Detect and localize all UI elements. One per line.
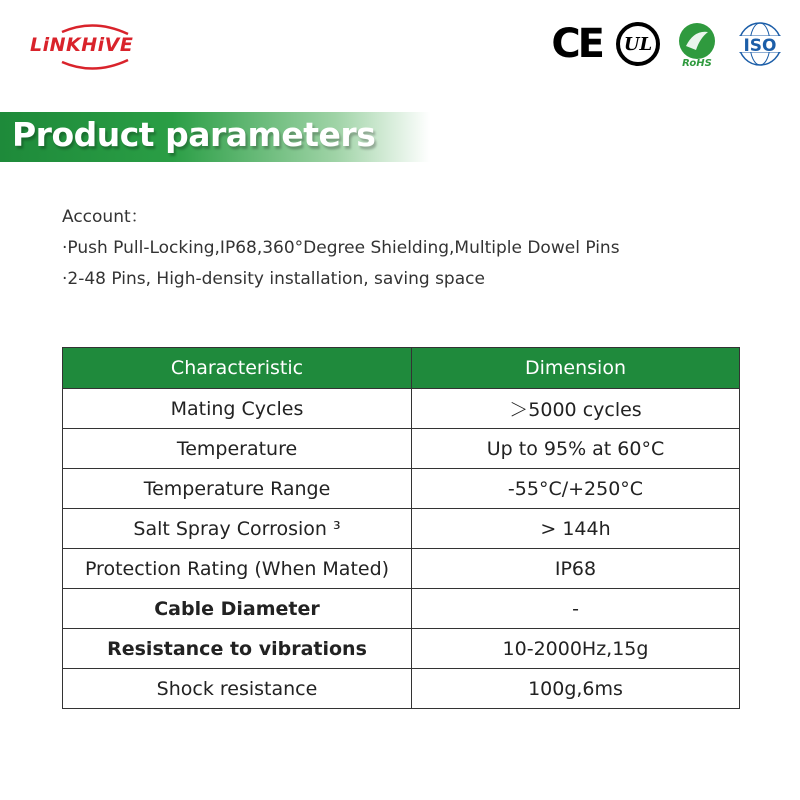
ce-mark-icon: CE xyxy=(551,21,602,67)
dimension-cell: - xyxy=(412,589,740,629)
characteristic-cell: Protection Rating (When Mated) xyxy=(63,549,412,589)
dimension-cell: IP68 xyxy=(412,549,740,589)
table-row xyxy=(63,509,740,549)
account-bullet: ·Push Pull-Locking,IP68,360°Degree Shielding,Multiple Dowel Pins xyxy=(62,238,620,258)
column-header-dimension: Dimension xyxy=(412,348,740,389)
table-row xyxy=(63,629,740,669)
table-header-row xyxy=(63,348,740,389)
dimension-cell: ＞5000 cycles xyxy=(412,389,740,429)
dimension-cell: > 144h xyxy=(412,509,740,549)
brand-logo xyxy=(24,22,154,72)
logo-text: LiNKHiVE xyxy=(30,34,134,56)
characteristic-cell: Cable Diameter xyxy=(63,589,412,629)
svg-text:RoHS: RoHS xyxy=(682,58,712,68)
dimension-cell: -55°C/+250°C xyxy=(412,469,740,509)
iso-mark-icon xyxy=(734,20,786,68)
svg-text:ISO: ISO xyxy=(743,36,777,56)
dimension-cell: Up to 95% at 60°C xyxy=(412,429,740,469)
table-row xyxy=(63,389,740,429)
account-section xyxy=(62,202,620,295)
section-title: Product parameters xyxy=(12,115,376,154)
certification-logos xyxy=(551,18,786,70)
table-row xyxy=(63,589,740,629)
ul-mark-icon: UL xyxy=(616,22,660,66)
table-row xyxy=(63,669,740,709)
table-row xyxy=(63,429,740,469)
dimension-cell: 100g,6ms xyxy=(412,669,740,709)
account-label: Account： xyxy=(62,207,148,227)
column-header-characteristic: Characteristic xyxy=(63,348,412,389)
characteristic-cell: Temperature Range xyxy=(63,469,412,509)
characteristic-cell: Temperature xyxy=(63,429,412,469)
dimension-cell: 10-2000Hz,15g xyxy=(412,629,740,669)
account-bullet: ·2-48 Pins, High-density installation, saving space xyxy=(62,269,485,289)
characteristic-cell: Mating Cycles xyxy=(63,389,412,429)
table-row xyxy=(63,549,740,589)
characteristic-cell: Salt Spray Corrosion ³ xyxy=(63,509,412,549)
characteristic-cell: Resistance to vibrations xyxy=(63,629,412,669)
parameters-table xyxy=(62,347,740,709)
section-banner xyxy=(0,112,430,162)
characteristic-cell: Shock resistance xyxy=(63,669,412,709)
rohs-mark-icon xyxy=(674,20,720,68)
table-row xyxy=(63,469,740,509)
